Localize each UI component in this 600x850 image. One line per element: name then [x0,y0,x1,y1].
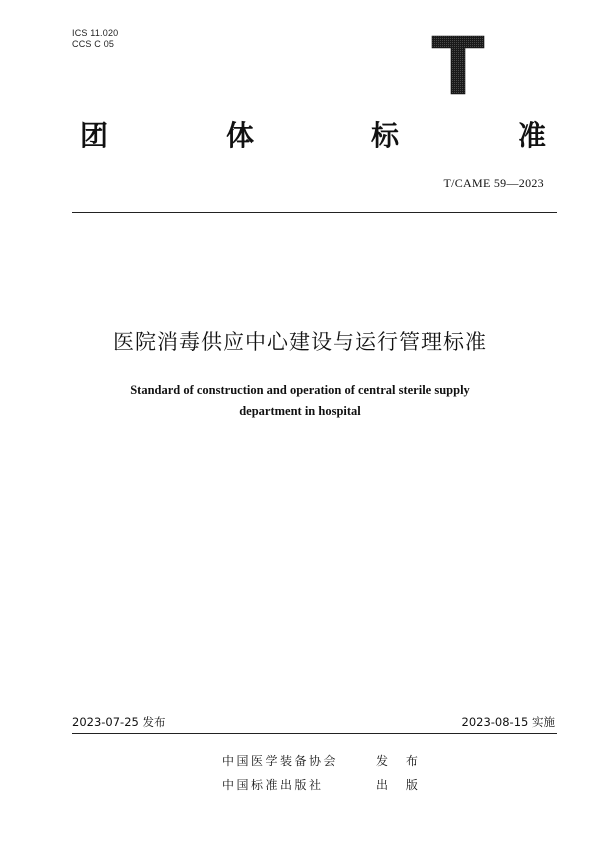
category-char-3: 标 [371,119,400,152]
category-char-4: 准 [518,119,547,152]
issuer-row [222,752,425,769]
issuer-role: 发 布 [376,754,425,768]
title-english-line-2: department in hospital [239,404,361,418]
publisher-role: 出 版 [376,778,425,792]
ics-code: ICS 11.020 [72,28,119,38]
category-char-2: 体 [226,119,255,152]
title-english [0,380,600,422]
title-chinese: 医院消毒供应中心建设与运行管理标准 [113,330,487,354]
ccs-code: CCS C 05 [72,39,115,49]
publisher-row [222,776,425,793]
issue-date: 2023-07-25 发布 [72,715,166,729]
footer-divider [72,733,557,734]
standard-number: T/CAME 59—2023 [443,176,544,190]
publisher-name: 中国标准出版社 [222,778,324,792]
category-char-1: 团 [80,119,109,152]
implementation-date: 2023-08-15 实施 [461,715,555,729]
issuer-name: 中国医学装备协会 [222,754,339,768]
classification-codes [72,28,118,50]
header-divider [72,212,557,213]
standard-mark-letter: T [457,74,459,75]
standard-type-mark [430,34,486,96]
title-english-line-1: Standard of construction and operation of central sterile supply [130,383,470,397]
document-category-heading [80,118,550,158]
